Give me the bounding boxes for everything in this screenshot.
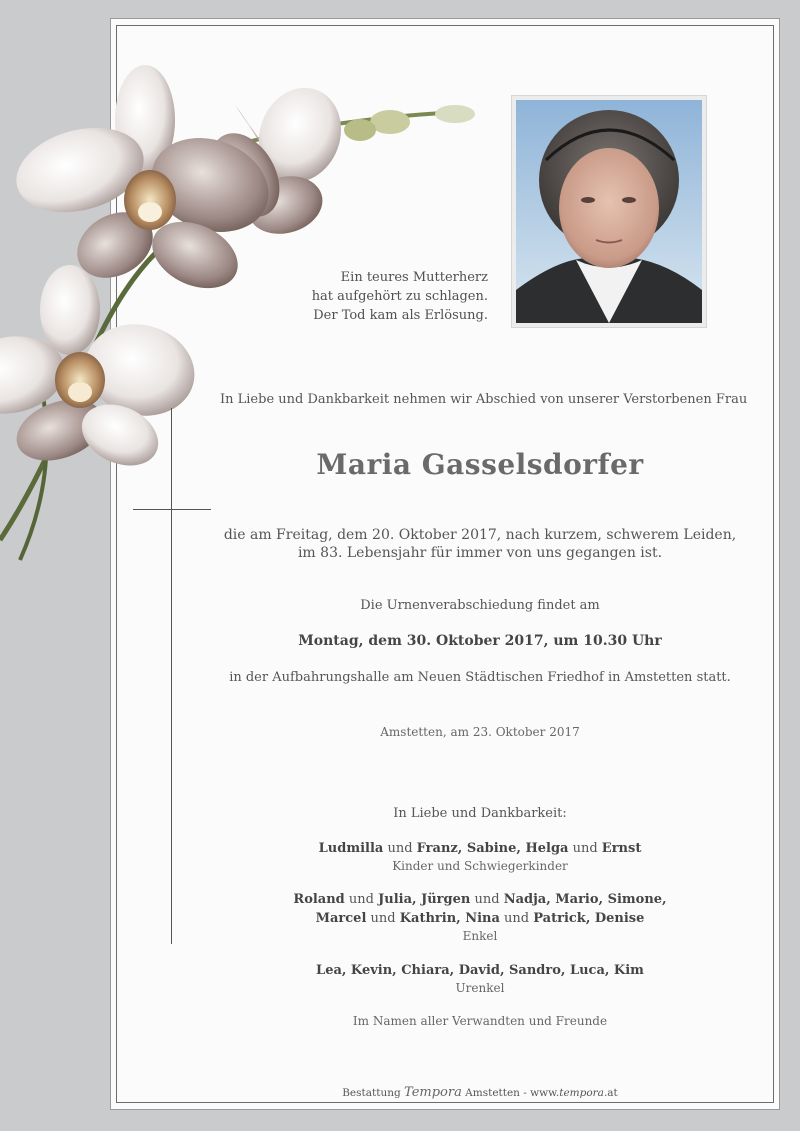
- conjunction: und: [366, 911, 400, 926]
- conjunction: und: [499, 911, 534, 926]
- place-date: Amstetten, am 23. Oktober 2017: [380, 725, 580, 739]
- portrait-frame: [511, 95, 707, 328]
- conjunction: und: [470, 892, 504, 907]
- footer-brand: Tempora: [404, 1085, 462, 1100]
- grandchildren-role: Enkel: [462, 929, 498, 943]
- great-grandchildren-role: Urenkel: [455, 981, 505, 995]
- children-names: [220, 841, 740, 856]
- mourner-name: Ludmilla: [318, 841, 384, 856]
- footer-suffix: .at: [603, 1087, 618, 1099]
- mourner-name: Roland: [293, 892, 345, 907]
- mourner-name: Julia, Jürgen: [378, 892, 471, 907]
- motto-line: Der Tod kam als Erlösung.: [313, 308, 488, 323]
- ceremony-date: Montag, dem 30. Oktober 2017, um 10.30 Uhr: [298, 633, 662, 649]
- intro-text: In Liebe und Dankbarkeit nehmen wir Abschied von unserer Verstorbenen Frau: [220, 392, 748, 407]
- conjunction: und: [568, 841, 602, 856]
- grandchildren-names-line-1: [220, 892, 740, 907]
- cross-horizontal-bar: [133, 509, 211, 510]
- mourner-name: Ernst: [601, 841, 642, 856]
- conjunction: und: [344, 892, 379, 907]
- deceased-name: Maria Gasselsdorfer: [316, 448, 644, 481]
- mourner-name: Kathrin, Nina: [399, 911, 500, 926]
- footer-site: tempora: [559, 1087, 604, 1099]
- mourners-intro: In Liebe und Dankbarkeit:: [393, 806, 567, 821]
- death-text-line-2: im 83. Lebensjahr für immer von uns gegangen ist.: [297, 545, 663, 561]
- ceremony-place: in der Aufbahrungshalle am Neuen Städtischen Friedhof in Amstetten statt.: [229, 670, 731, 685]
- grandchildren-names-line-2: [220, 911, 740, 926]
- motto-line: hat aufgehört zu schlagen.: [311, 289, 488, 304]
- death-text-line-1: die am Freitag, dem 20. Oktober 2017, nach kurzem, schwerem Leiden,: [223, 527, 737, 543]
- footer-undertaker: [220, 1085, 740, 1100]
- footer-prefix: Bestattung: [342, 1087, 405, 1099]
- closing-text: Im Namen aller Verwandten und Freunde: [352, 1014, 608, 1028]
- great-grandchildren-names: Lea, Kevin, Chiara, David, Sandro, Luca, Kim: [316, 963, 644, 978]
- portrait-photo: [516, 100, 702, 323]
- children-role: Kinder und Schwiegerkinder: [392, 859, 568, 873]
- conjunction: und: [383, 841, 417, 856]
- motto-verse: [290, 268, 488, 325]
- ceremony-intro: Die Urnenverabschiedung findet am: [360, 598, 600, 613]
- mourner-name: Patrick, Denise: [533, 911, 645, 926]
- footer-middle: Amstetten - www.: [461, 1087, 560, 1099]
- motto-line: Ein teures Mutterherz: [340, 270, 488, 285]
- mourner-name: Franz, Sabine, Helga: [416, 841, 569, 856]
- cross-vertical-bar: [171, 408, 172, 944]
- mourner-name: Marcel: [315, 911, 367, 926]
- mourner-name: Nadja, Mario, Simone,: [503, 892, 667, 907]
